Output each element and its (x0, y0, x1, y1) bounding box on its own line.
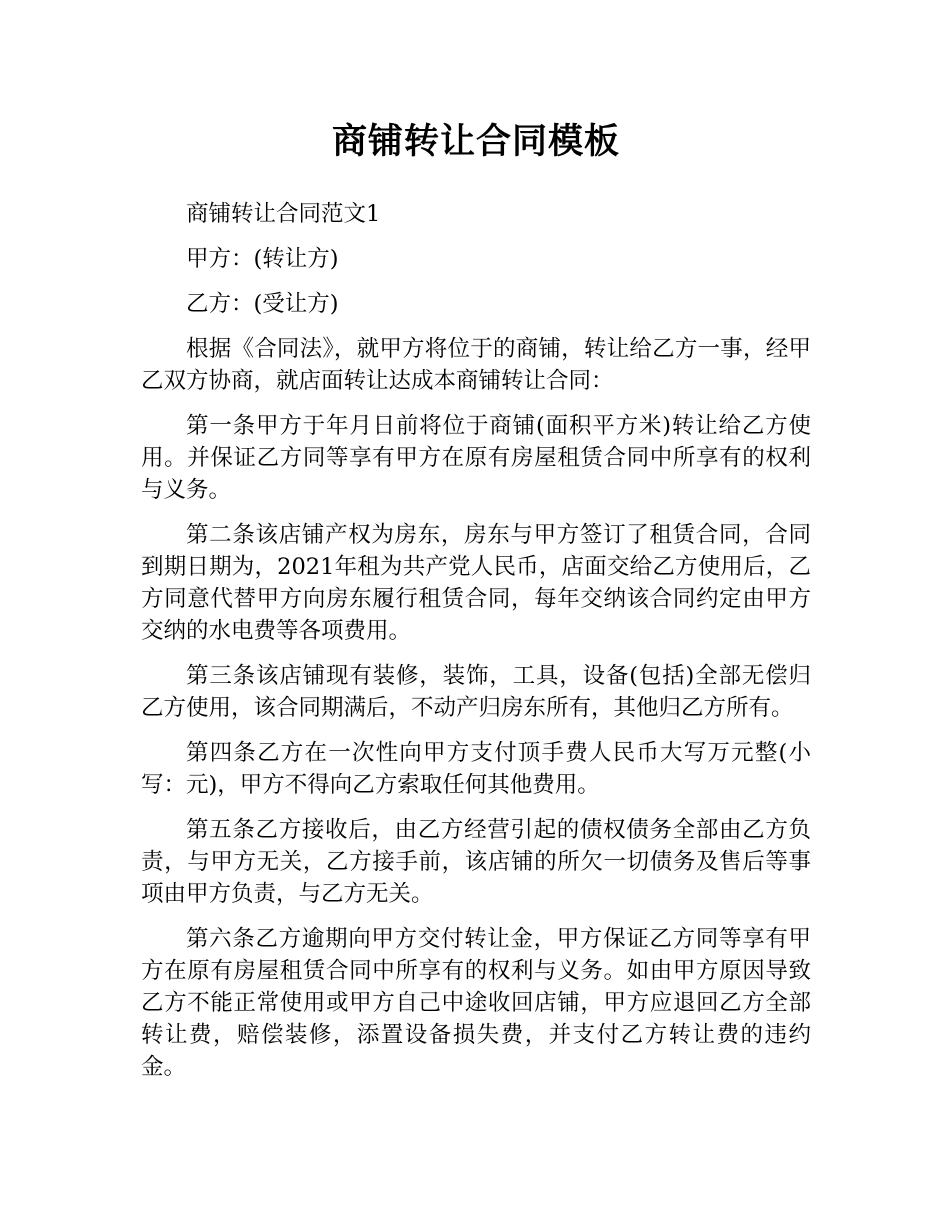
paragraph-party-b: 乙方：(受让方) (186, 291, 339, 317)
document-body (141, 112, 811, 1096)
paragraph-contract-sample-heading: 商铺转让合同范文1 (186, 201, 381, 227)
document-title: 商铺转让合同模板 (331, 122, 620, 162)
paragraph-article-2: 第二条该店铺产权为房东，房东与甲方签订了租赁合同，合同到期日期为，2021年租为共产党人民币，店面交给乙方使用后，乙方同意代替甲方向房东履行租赁合同，每年交纳该合同约定由甲方交纳的水电费等各项费用。 (141, 522, 811, 644)
paragraph-article-4: 第四条乙方在一次性向甲方支付顶手费人民币大写万元整(小写：元)，甲方不得向乙方索取任何其他费用。 (141, 740, 811, 798)
paragraph-party-a: 甲方：(转让方) (186, 246, 339, 272)
paragraph-preamble: 根据《合同法》，就甲方将位于的商铺，转让给乙方一事，经甲乙双方协商，就店面转让达成本商铺转让合同： (141, 336, 811, 394)
paragraph-article-6: 第六条乙方逾期向甲方交付转让金，甲方保证乙方同等享有甲方在原有房屋租赁合同中所享有的权利与义务。如由甲方原因导致乙方不能正常使用或甲方自己中途收回店铺，甲方应退回乙方全部转让费，赔偿装修，添置设备损失费，并支付乙方转让费的违约金。 (141, 926, 811, 1080)
paragraph-article-1: 第一条甲方于年月日前将位于商铺(面积平方米)转让给乙方使用。并保证乙方同等享有甲方在原有房屋租赁合同中所享有的权利与义务。 (141, 413, 811, 503)
paragraph-article-3: 第三条该店铺现有装修，装饰，工具，设备(包括)全部无偿归乙方使用，该合同期满后，不动产归房东所有，其他归乙方所有。 (141, 663, 811, 721)
paragraph-article-5: 第五条乙方接收后，由乙方经营引起的债权债务全部由乙方负责，与甲方无关，乙方接手前，该店铺的所欠一切债务及售后等事项由甲方负责，与乙方无关。 (141, 817, 811, 907)
